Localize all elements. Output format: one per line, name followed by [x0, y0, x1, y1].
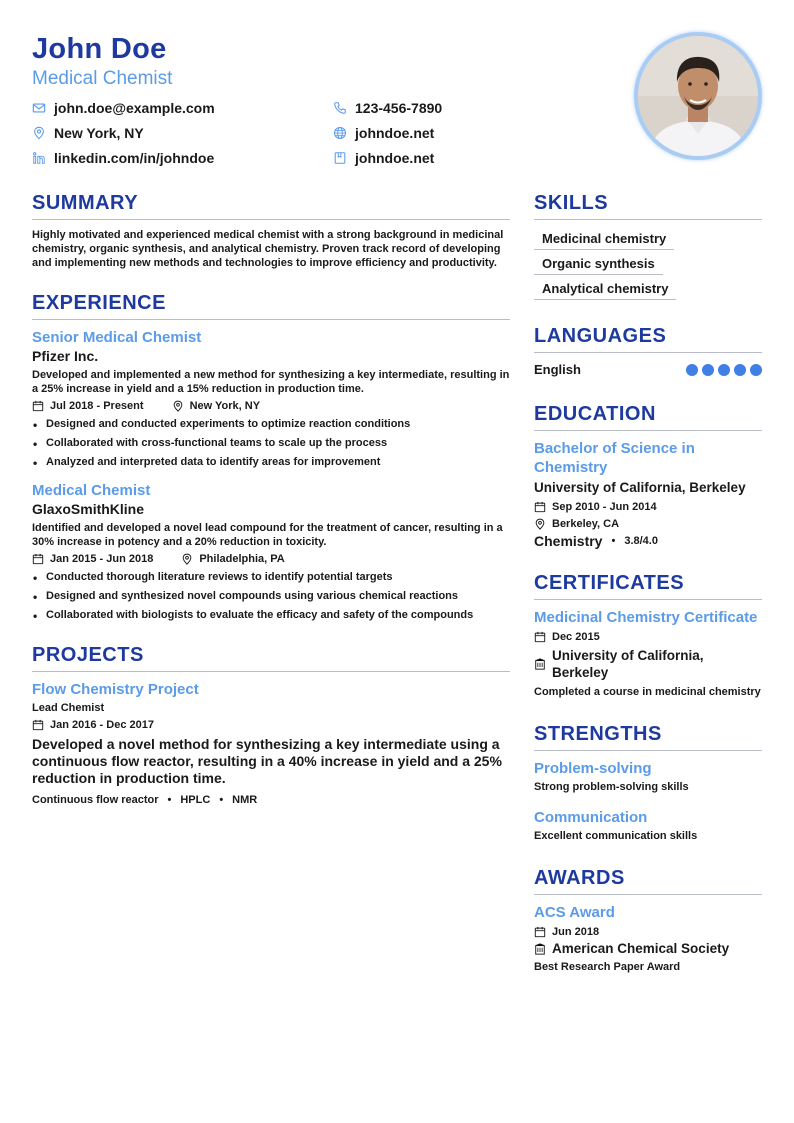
degree-name: Bachelor of Science in Chemistry — [534, 440, 695, 476]
building-icon — [534, 658, 546, 670]
contact-website[interactable] — [333, 123, 434, 143]
list-item: • Analyzed and interpreted data to identify areas for improvement — [32, 455, 510, 469]
award-issuer-row — [534, 942, 762, 956]
strengths-heading: STRENGTHS — [534, 721, 762, 751]
languages-heading: LANGUAGES — [534, 323, 762, 353]
job-description: Identified and developed a novel lead compound for the treatment of cancer, resulting in a 30% increase in potency and a 20% reduction in toxicity. — [32, 522, 503, 548]
project-tag: Continuous flow reactor — [32, 794, 159, 806]
contact-location — [32, 123, 144, 143]
phone-icon — [333, 101, 347, 115]
company-name: GlaxoSmithKline — [32, 501, 145, 517]
certificate-date: Dec 2015 — [552, 631, 600, 643]
mail-icon — [32, 101, 46, 115]
contact-linkedin[interactable] — [32, 148, 214, 168]
strengths-section — [534, 721, 762, 843]
contact-email[interactable] — [32, 98, 215, 118]
calendar-icon — [534, 926, 546, 938]
experience-heading: EXPERIENCE — [32, 290, 510, 320]
profile-photo — [634, 32, 762, 160]
summary-section — [32, 190, 510, 270]
list-item: • Collaborated with cross-functional teams to scale up the process — [32, 436, 510, 450]
project-role: Lead Chemist — [32, 702, 105, 714]
calendar-icon — [32, 400, 44, 412]
certificate-issuer-row — [534, 647, 762, 681]
project-tags: Continuous flow reactor • HPLC • NMR — [32, 794, 258, 806]
projects-heading: PROJECTS — [32, 642, 510, 672]
linkedin-icon — [32, 151, 46, 165]
skill-tag: Organic synthesis — [534, 253, 663, 275]
website-text: johndoe.net — [355, 125, 435, 141]
calendar-icon — [32, 719, 44, 731]
job-bullets — [32, 417, 510, 469]
education-dates: Sep 2010 - Jun 2014 — [552, 501, 657, 513]
strength-name: Communication — [534, 809, 648, 826]
project-description: Developed a novel method for synthesizing a key intermediate using a continuous flow reactor, resulting in a 40% increase in yield and a 25% reduction in production time. — [32, 736, 502, 786]
location-pin-icon — [534, 518, 546, 530]
candidate-name: John Doe — [32, 33, 167, 65]
award-description: Best Research Paper Award — [534, 961, 681, 973]
skills-section — [534, 190, 762, 303]
main-column — [32, 190, 510, 823]
job-location: Philadelphia, PA — [199, 553, 285, 565]
certificates-section — [534, 570, 762, 699]
candidate-role: Medical Chemist — [32, 68, 173, 89]
job-location: New York, NY — [189, 400, 261, 412]
side-column — [534, 190, 762, 990]
job-title: Senior Medical Chemist — [32, 329, 202, 346]
summary-text: Highly motivated and experienced medical chemist with a strong background in medicinal chemistry, organic synthesis, and analytical chemistry. Proven track record of developing and implementing new methods and technologies to improve efficiency and productivity. — [32, 229, 504, 269]
language-row — [534, 361, 762, 379]
location-pin-icon — [181, 553, 193, 565]
list-item: • Designed and synthesized novel compounds using various chemical reactions — [32, 589, 510, 603]
person-portrait-icon — [638, 36, 758, 156]
linkedin-text: linkedin.com/in/johndoe — [54, 150, 215, 166]
location-pin-icon — [172, 400, 184, 412]
skill-tag: Analytical chemistry — [534, 278, 676, 300]
project-tag: NMR — [232, 794, 258, 806]
award-date-row — [534, 925, 762, 939]
level-dot — [686, 364, 698, 376]
award-date: Jun 2018 — [552, 926, 600, 938]
education-field: Chemistry — [534, 533, 603, 549]
level-dot — [718, 364, 730, 376]
job-bullets — [32, 570, 510, 622]
certificates-heading: CERTIFICATES — [534, 570, 762, 600]
skill-tag: Medicinal chemistry — [534, 228, 674, 250]
location-pin-icon — [32, 126, 46, 140]
certificate-issuer: University of California, Berkeley — [552, 648, 704, 680]
summary-heading: SUMMARY — [32, 190, 510, 220]
list-item: • Designed and conducted experiments to optimize reaction conditions — [32, 417, 510, 431]
awards-heading: AWARDS — [534, 865, 762, 895]
job-dates: Jul 2018 - Present — [50, 400, 144, 412]
portfolio-text: johndoe.net — [355, 150, 435, 166]
project-name: Flow Chemistry Project — [32, 681, 199, 698]
strength-description: Strong problem-solving skills — [534, 781, 689, 793]
job-title: Medical Chemist — [32, 482, 151, 499]
portfolio-icon — [333, 151, 347, 165]
award-issuer: American Chemical Society — [552, 941, 730, 956]
skills-heading: SKILLS — [534, 190, 762, 220]
awards-section — [534, 865, 762, 974]
certificate-date-row — [534, 630, 762, 644]
company-name: Pfizer Inc. — [32, 348, 99, 364]
project-dates: Jan 2016 - Dec 2017 — [50, 719, 154, 731]
education-location-row — [534, 517, 762, 531]
languages-section — [534, 323, 762, 379]
calendar-icon — [534, 501, 546, 513]
phone-text: 123-456-7890 — [355, 100, 443, 116]
job-meta — [32, 399, 510, 413]
education-dates-row — [534, 500, 762, 514]
project-meta — [32, 718, 510, 732]
strength-name: Problem-solving — [534, 760, 652, 777]
globe-icon — [333, 126, 347, 140]
building-icon — [534, 943, 546, 955]
education-field-row: Chemistry • 3.8/4.0 — [534, 533, 658, 549]
certificate-name: Medicinal Chemistry Certificate — [534, 609, 758, 626]
job-description: Developed and implemented a new method for synthesizing a key intermediate, resulting in a 25% increase in yield and a 15% reduction in production time. — [32, 369, 510, 395]
education-heading: EDUCATION — [534, 401, 762, 431]
level-dot — [702, 364, 714, 376]
language-name: English — [534, 362, 581, 377]
experience-item — [32, 481, 510, 622]
experience-section — [32, 290, 510, 622]
job-meta — [32, 552, 510, 566]
level-dot — [750, 364, 762, 376]
level-dot — [734, 364, 746, 376]
education-section — [534, 401, 762, 548]
project-tag: HPLC — [180, 794, 211, 806]
school-name: University of California, Berkeley — [534, 480, 746, 495]
contact-phone[interactable] — [333, 98, 442, 118]
certificate-description: Completed a course in medicinal chemistry — [534, 686, 761, 698]
calendar-icon — [534, 631, 546, 643]
list-item: • Collaborated with biologists to evaluate the efficacy and safety of the compounds — [32, 608, 510, 622]
award-name: ACS Award — [534, 904, 615, 921]
list-item: • Conducted thorough literature reviews to identify potential targets — [32, 570, 510, 584]
education-gpa: 3.8/4.0 — [624, 535, 658, 547]
language-level — [682, 364, 762, 376]
contact-portfolio[interactable] — [333, 148, 434, 168]
job-dates: Jan 2015 - Jun 2018 — [50, 553, 154, 565]
location-text: New York, NY — [54, 125, 144, 141]
projects-section — [32, 642, 510, 807]
education-location: Berkeley, CA — [552, 518, 620, 530]
experience-item — [32, 328, 510, 469]
calendar-icon — [32, 553, 44, 565]
header — [32, 32, 762, 172]
strength-description: Excellent communication skills — [534, 830, 698, 842]
email-text: john.doe@example.com — [54, 100, 215, 116]
